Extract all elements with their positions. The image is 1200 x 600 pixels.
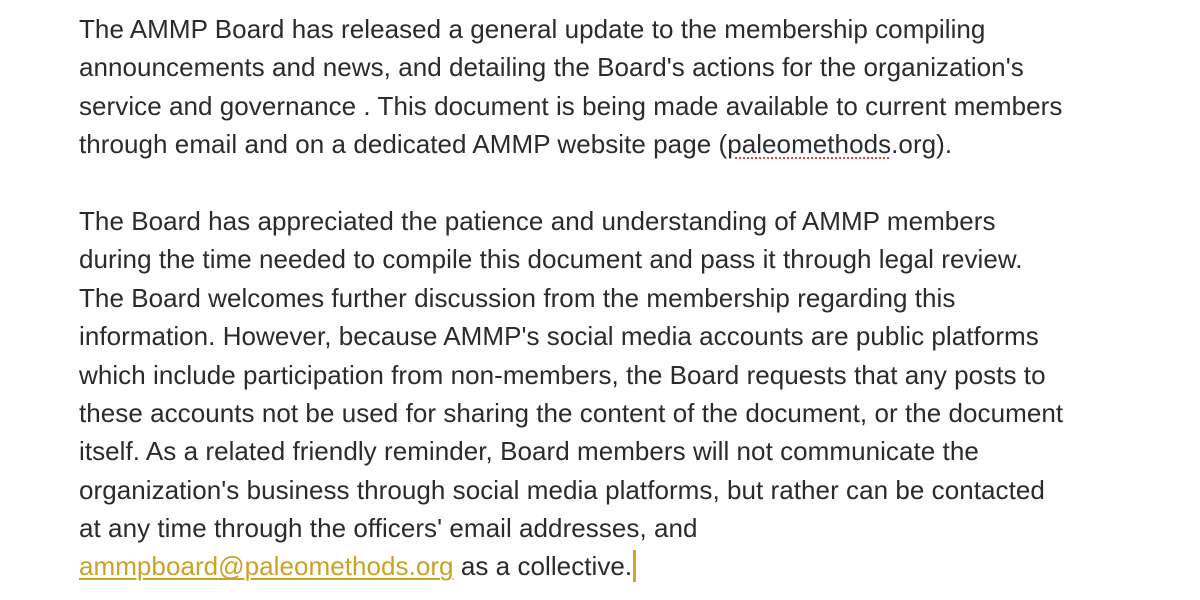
text-line: information. However, because AMMP's social media accounts are public platforms [79, 321, 1039, 352]
text-cursor [633, 550, 636, 582]
text-line: during the time needed to compile this document and pass it through legal review. [79, 244, 1023, 275]
text-line: at any time through the officers' email addresses, and [79, 513, 698, 544]
misspelled-word[interactable]: paleomethods [727, 129, 892, 160]
text-line: these accounts not be used for sharing the content of the document, or the document [79, 397, 1064, 428]
text-line: announcements and news, and detailing the Board's actions for the organization's [79, 52, 1024, 83]
paragraph-announcement [79, 10, 1179, 164]
text-line: The AMMP Board has released a general update to the membership compiling [79, 14, 986, 44]
text-line [79, 125, 1179, 163]
text-segment: through email and on a dedicated AMMP website page ( [79, 129, 728, 160]
text-line: The Board welcomes further discussion from the membership regarding this [79, 282, 956, 313]
text-segment: as a collective. [453, 551, 633, 582]
text-segment: .org). [891, 129, 953, 160]
text-line: organization's business through social media platforms, but rather can be contacted [79, 474, 1045, 505]
email-link[interactable]: ammpboard@paleomethods.org [79, 551, 454, 582]
text-line: which include participation from non-members, the Board requests that any posts to [79, 359, 1046, 390]
text-line: The Board has appreciated the patience and understanding of AMMP members [79, 205, 996, 236]
paragraph-request [79, 202, 1179, 586]
note-body[interactable] [79, 10, 1179, 586]
text-line: service and governance . This document is being made available to current members [79, 90, 1063, 121]
paragraph-spacer [79, 164, 1179, 202]
text-line [79, 547, 1179, 585]
text-line: itself. As a related friendly reminder, Board members will not communicate the [79, 436, 979, 467]
